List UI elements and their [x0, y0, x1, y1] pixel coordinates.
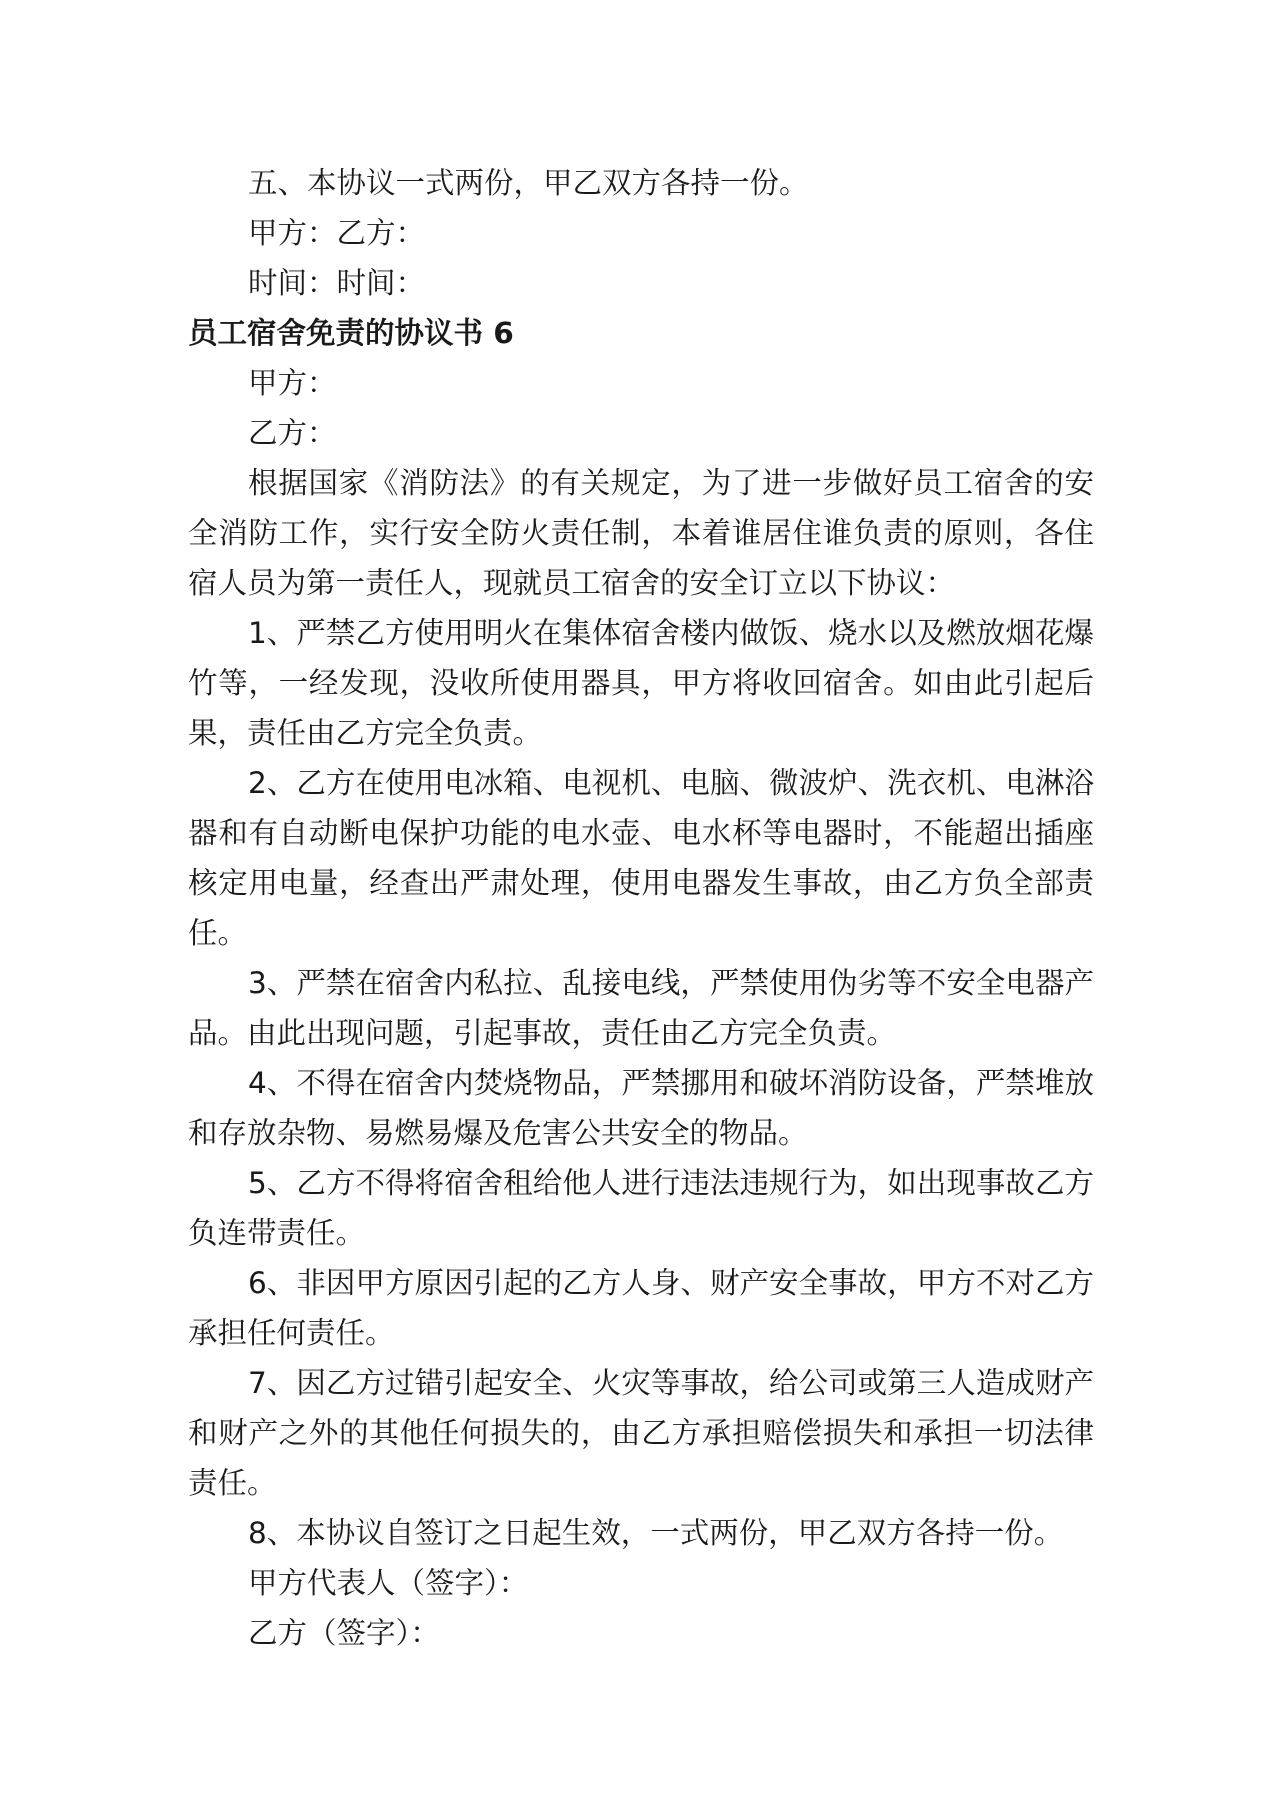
clause-7: 7、因乙方过错引起安全、火灾等事故，给公司或第三人造成财产和财产之外的其他任何损失的，由乙方承担赔偿损失和承担一切法律责任。	[188, 1366, 1094, 1500]
clause-8: 8、本协议自签订之日起生效，一式两份，甲乙双方各持一份。	[248, 1516, 1064, 1550]
party-a-line: 甲方：	[248, 366, 337, 400]
clause-6: 6、非因甲方原因引起的乙方人身、财产安全事故，甲方不对乙方承担任何责任。	[188, 1266, 1094, 1350]
intro-paragraph: 根据国家《消防法》的有关规定，为了进一步做好员工宿舍的安全消防工作，实行安全防火责任制，本着谁居住谁负责的原则，各住宿人员为第一责任人，现就员工宿舍的安全订立以下协议：	[188, 466, 1094, 600]
clause-4: 4、不得在宿舍内焚烧物品，严禁挪用和破坏消防设备，严禁堆放和存放杂物、易燃易爆及危害公共安全的物品。	[188, 1066, 1094, 1150]
section-title: 员工宿舍免责的协议书 6	[188, 316, 514, 350]
times-line: 时间：时间：	[248, 266, 426, 300]
clause-3: 3、严禁在宿舍内私拉、乱接电线，严禁使用伪劣等不安全电器产品。由此出现问题，引起事故，责任由乙方完全负责。	[188, 966, 1094, 1050]
signature-party-b: 乙方（签字）：	[248, 1616, 440, 1650]
clause-2: 2、乙方在使用电冰箱、电视机、电脑、微波炉、洗衣机、电淋浴器和有自动断电保护功能的电水壶、电水杯等电器时，不能超出插座核定用电量，经查出严肃处理，使用电器发生事故，由乙方负全部责任。	[188, 766, 1094, 950]
parties-line: 甲方：乙方：	[248, 216, 426, 250]
clause-5: 5、乙方不得将宿舍租给他人进行违法违规行为，如出现事故乙方负连带责任。	[188, 1166, 1094, 1250]
document-page	[188, 158, 1094, 1658]
clause-five: 五、本协议一式两份，甲乙双方各持一份。	[248, 166, 809, 200]
clause-1: 1、严禁乙方使用明火在集体宿舍楼内做饭、烧水以及燃放烟花爆竹等，一经发现，没收所使用器具，甲方将收回宿舍。如由此引起后果，责任由乙方完全负责。	[188, 616, 1094, 750]
party-b-line: 乙方：	[248, 416, 337, 450]
signature-party-a: 甲方代表人（签字）：	[248, 1566, 529, 1600]
